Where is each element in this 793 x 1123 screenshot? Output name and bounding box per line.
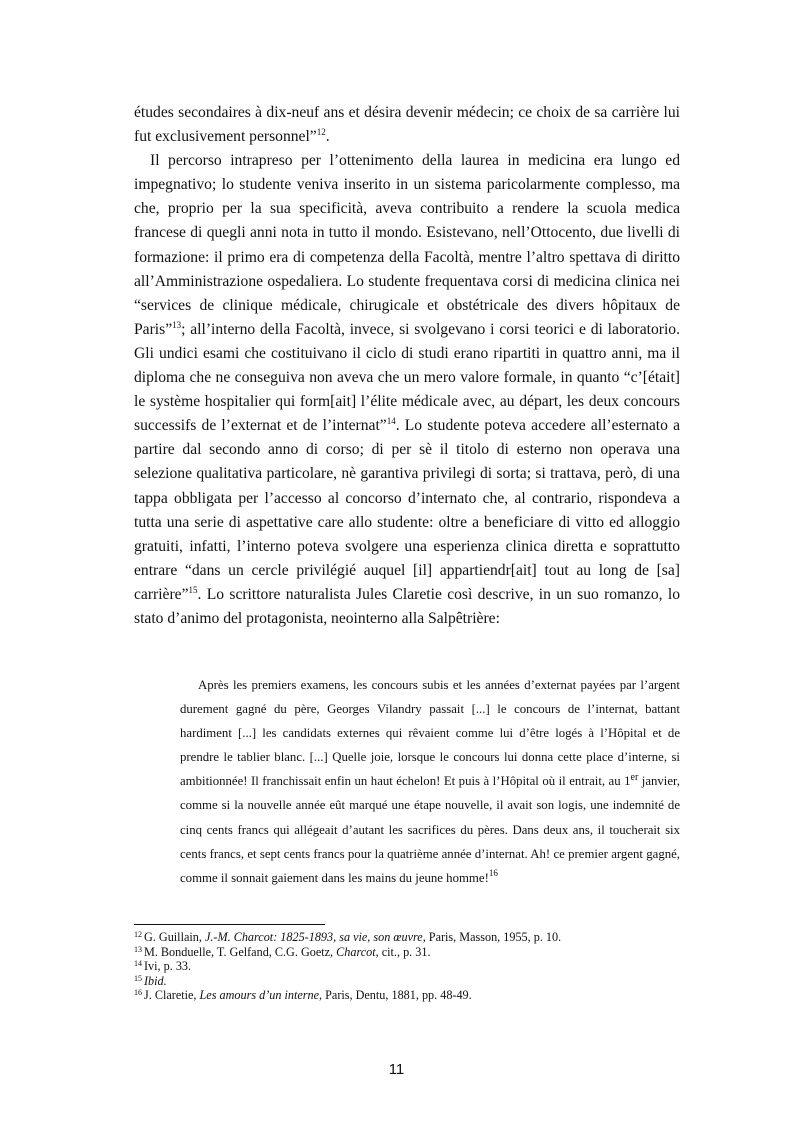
footnote-text: M. Bonduelle, T. Gelfand, C.G. Goetz, — [144, 944, 337, 959]
paragraph-continued — [134, 101, 680, 149]
paragraph-text: études secondaires à dix-neuf ans et désira devenir médecin; ce choix de sa carrière lui fut exclusivement personnel” — [134, 104, 680, 146]
footnote-text: , cit., p. 31. — [375, 944, 431, 959]
footnote-text: , Paris, Dentu, 1881, pp. 48-49. — [319, 988, 472, 1003]
footnote — [134, 930, 694, 945]
paragraph-text: ; all’interno della Facoltà, invece, si svolgevano i corsi teorici e di laboratorio. Gli undici esami che costituivano il ciclo di studi erano ripartiti in quattro anni, ma il diploma che ne conseguiva non aveva che un mero valore formale, in quanto “c’[était] le système hospitalier qui form[ait] l’élite médicale avec, au départ, les deux concours successifs de l’externat et de l’internat” — [134, 320, 680, 435]
footnote-ref[interactable]: 13 — [172, 319, 182, 330]
paragraph-internat — [134, 149, 680, 631]
quote-text: Après les premiers examens, les concours subis et les années d’externat payées par l’argent durement gagné du père, Georges Vilandry passait [...] le concours de l’internat, battant hardiment [...] les candidats externes qui rêvaient comme lui d’être logés à l’Hôpital et de prendre le tablier blanc. [...] Quelle joie, lorsque le concours lui donna cette place d’interne, si ambitionnée! Il franchissait enfin un haut échelon! Et puis à l’Hôpital où il entrait, au 1 — [180, 678, 680, 789]
main-text — [134, 101, 680, 631]
footnote-ref[interactable]: 14 — [386, 416, 396, 427]
quote-text: janvier, comme si la nouvelle année eût marqué une étape nouvelle, il avait son logis, une indemnité de cinq cents francs qui allégeait d’autant les sacrifices du pères. Dans deux ans, il toucherait six cents francs, et sept cents francs pour la quatrième année d’internat. Ah! ce premier argent gagné, comme il sonnait gaiement dans les mains du jeune homme! — [180, 774, 680, 885]
footnote-number: 15 — [134, 973, 142, 983]
footnote-ref[interactable]: 15 — [188, 584, 198, 595]
footnote-ref[interactable]: 16 — [488, 867, 498, 878]
paragraph-text: . — [325, 128, 330, 146]
block-quote — [180, 673, 680, 890]
footnote-text: G. Guillain, — [144, 930, 205, 944]
footnote-title: J.-M. Charcot: 1825-1893, sa vie, son œuvre — [204, 930, 423, 944]
footnote-number: 14 — [134, 959, 142, 969]
footnote-title: Charcot — [336, 944, 376, 959]
footnote-text: J. Claretie, — [144, 988, 200, 1003]
footnote — [134, 974, 694, 989]
footnote — [134, 945, 694, 960]
footnote-title: Les amours d’un interne — [199, 988, 320, 1003]
footnote-text: Ivi, p. 33. — [144, 959, 192, 974]
footnote-title: Ibid. — [144, 973, 167, 988]
footnote — [134, 988, 694, 1003]
footnote — [134, 959, 694, 974]
paragraph-text: Il percorso intrapreso per l’ottenimento della laurea in medicina era lungo ed impegnativo; lo studente veniva inserito in un sistema paricolarmente complesso, ma che, proprio per la sua specificità, aveva contribuito a rendere la scuola medica francese di quegli anni nota in tutto il mondo. Esistevano, nell’Ottocento, due livelli di formazione: il primo era di competenza della Facoltà, mentre l’altro spettava di diritto all’Amministrazione ospedaliera. Lo studente frequentava corsi di medicina clinica nei “services de clinique médicale, chirugicale et obstétricale des divers hôpitaux de Paris” — [134, 152, 680, 338]
paragraph-text: . Lo studente poteva accedere all’esternato a partire dal secondo anno di corso; di per sè il titolo di esterno non operava una selezione qualitativa particolare, nè garantiva privilegi di sorta; si trattava, però, di una tappa obbligata per l’accesso al concorso d’internato che, al contrario, rispondeva a tutta una serie di aspettative care allo studente: oltre a beneficiare di vitto ed alloggio gratuiti, infatti, l’interno poteva svolgere una esperienza clinica diretta e soprattutto entrare “dans un cercle privilégié auquel [il] appartiendr[ait] tout au long de [sa] carrière” — [134, 417, 680, 603]
ordinal-suffix: er — [630, 772, 639, 784]
footnote-number: 16 — [134, 988, 142, 998]
footnote-text: , Paris, Masson, 1955, p. 10. — [422, 930, 562, 944]
footnotes — [134, 930, 694, 1003]
footnote-number: 12 — [134, 930, 142, 939]
page-number: 11 — [388, 1061, 405, 1078]
footnote-separator — [134, 924, 325, 925]
footnote-number: 13 — [134, 944, 142, 954]
quote-paragraph — [180, 673, 680, 890]
paragraph-text: . Lo scrittore naturalista Jules Claretie così descrive, in un suo romanzo, lo stato d’animo del protagonista, neointerno alla Salpêtrière: — [134, 585, 680, 627]
footnote-ref[interactable]: 12 — [316, 127, 326, 138]
